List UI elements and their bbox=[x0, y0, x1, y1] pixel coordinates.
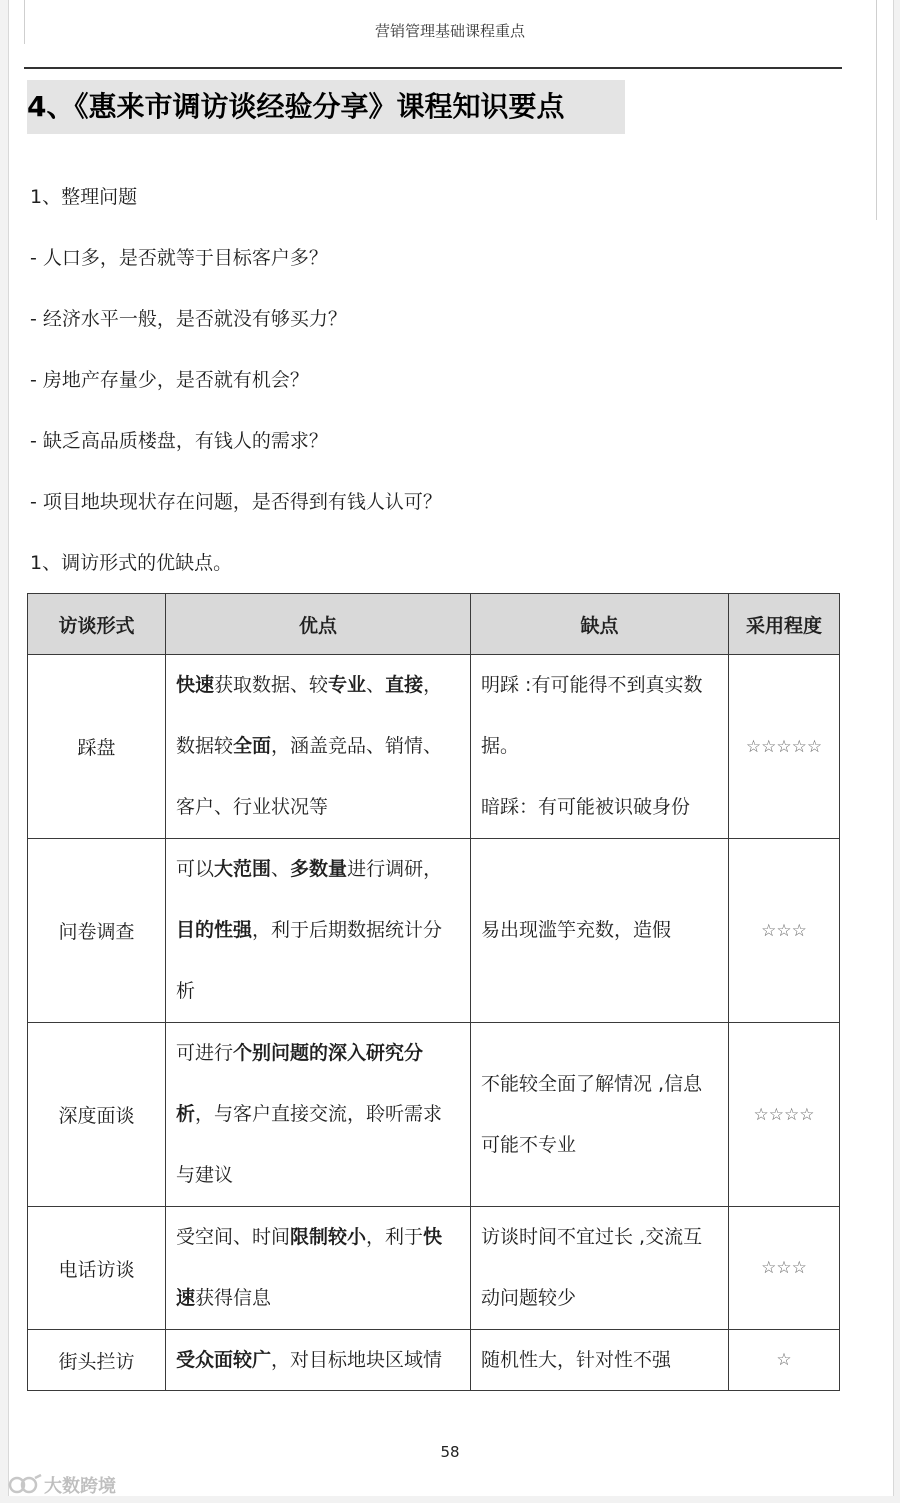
emphasis-text: 快速 bbox=[176, 674, 215, 696]
section-title: 4、《惠来市调访谈经验分享》课程知识要点 bbox=[27, 80, 625, 134]
emphasis-text: 全面 bbox=[233, 735, 272, 757]
cons-cell: 随机性大，针对性不强 bbox=[471, 1330, 729, 1391]
rating-stars: ☆☆☆ bbox=[729, 1207, 840, 1330]
table-header-row bbox=[28, 594, 840, 655]
format-cell: 踩盘 bbox=[28, 655, 166, 839]
cell-text: 获得信息 bbox=[195, 1287, 272, 1309]
emphasis-text: 大范围 bbox=[214, 858, 272, 880]
watermark-text: 大数跨境 bbox=[44, 1476, 116, 1497]
paragraph-4: - 房地产存量少，是否就有机会？ bbox=[30, 369, 309, 391]
cell-text: ，利于 bbox=[366, 1226, 424, 1248]
page-number: 58 bbox=[440, 1443, 460, 1461]
paragraph-1: 1、整理问题 bbox=[30, 186, 138, 208]
cell-text: 、 bbox=[271, 858, 291, 880]
header-pros: 优点 bbox=[166, 594, 471, 655]
cell-text: 进行调研， bbox=[347, 858, 443, 880]
cell-text: 可以 bbox=[176, 858, 215, 880]
emphasis-text: 直接 bbox=[385, 674, 424, 696]
table-row bbox=[28, 1207, 840, 1330]
cell-text: ，数据较 bbox=[176, 674, 443, 757]
pros-cell bbox=[166, 839, 471, 1023]
cell-text: ，利于后期数据统计分析 bbox=[176, 919, 443, 1002]
pros-cell bbox=[166, 1207, 471, 1330]
cell-text: 、 bbox=[366, 674, 386, 696]
watermark bbox=[8, 1470, 116, 1500]
cell-text: ，对目标地块区域情 bbox=[271, 1349, 443, 1371]
cell-text: 获取数据、较 bbox=[214, 674, 329, 696]
cell-text: 可进行 bbox=[176, 1042, 234, 1064]
header-rating: 采用程度 bbox=[729, 594, 840, 655]
rating-stars: ☆☆☆ bbox=[729, 839, 840, 1023]
cons-cell: 易出现滥竽充数，造假 bbox=[471, 839, 729, 1023]
rating-stars: ☆ bbox=[729, 1330, 840, 1391]
table-row bbox=[28, 1330, 840, 1391]
rating-stars: ☆☆☆☆☆ bbox=[729, 655, 840, 839]
pros-cell bbox=[166, 1023, 471, 1207]
cons-cell: 明踩 :有可能得不到真实数据。 暗踩：有可能被识破身份 bbox=[471, 655, 729, 839]
table-row bbox=[28, 655, 840, 839]
header-rule bbox=[24, 67, 842, 69]
rating-stars: ☆☆☆☆ bbox=[729, 1023, 840, 1207]
header-format: 访谈形式 bbox=[28, 594, 166, 655]
format-cell: 电话访谈 bbox=[28, 1207, 166, 1330]
emphasis-text: 多数量 bbox=[290, 858, 348, 880]
table-row bbox=[28, 839, 840, 1023]
cons-cell: 不能较全面了解情况 ,信息可能不专业 bbox=[471, 1023, 729, 1207]
paragraph-2: - 人口多，是否就等于目标客户多？ bbox=[30, 247, 328, 269]
emphasis-text: 专业 bbox=[328, 674, 367, 696]
paragraph-7: 1、调访形式的优缺点。 bbox=[30, 552, 233, 574]
comparison-table bbox=[27, 593, 840, 1391]
pros-cell bbox=[166, 1330, 471, 1391]
format-cell: 街头拦访 bbox=[28, 1330, 166, 1391]
cell-text: ，涵盖竞品、销情、客户、行业状况等 bbox=[176, 735, 443, 818]
emphasis-text: 个别问题的深入研究分析 bbox=[176, 1042, 424, 1125]
emphasis-text: 限制较小 bbox=[290, 1226, 367, 1248]
paragraph-6: - 项目地块现状存在问题，是否得到有钱人认可？ bbox=[30, 491, 442, 513]
cons-cell: 访谈时间不宜过长 ,交流互动问题较少 bbox=[471, 1207, 729, 1330]
watermark-logo-icon bbox=[8, 1472, 42, 1498]
paragraph-5: - 缺乏高品质楼盘，有钱人的需求？ bbox=[30, 430, 328, 452]
emphasis-text: 受众面较广 bbox=[176, 1349, 272, 1371]
cell-text: ，与客户直接交流，聆听需求与建议 bbox=[176, 1103, 443, 1186]
emphasis-text: 目的性强 bbox=[176, 919, 253, 941]
pros-cell bbox=[166, 655, 471, 839]
emphasis-text: 快速 bbox=[176, 1226, 443, 1309]
format-cell: 问卷调查 bbox=[28, 839, 166, 1023]
header-cons: 缺点 bbox=[471, 594, 729, 655]
format-cell: 深度面谈 bbox=[28, 1023, 166, 1207]
running-header: 营销管理基础课程重点 bbox=[374, 22, 525, 40]
table-row bbox=[28, 1023, 840, 1207]
paragraph-3: - 经济水平一般，是否就没有够买力？ bbox=[30, 308, 347, 330]
cell-text: 受空间、时间 bbox=[176, 1226, 291, 1248]
